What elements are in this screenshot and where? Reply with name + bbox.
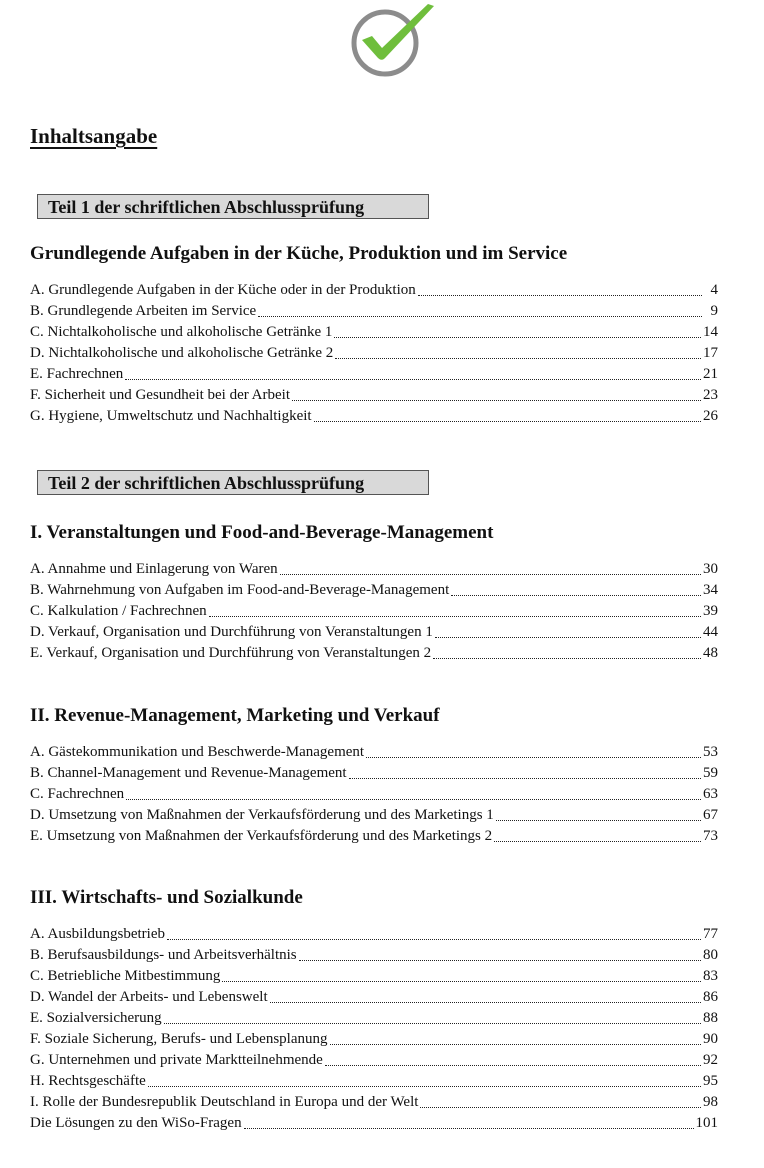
toc-section-3	[30, 922, 718, 1132]
checkmark-circle-icon	[348, 2, 438, 78]
toc-part-1	[30, 278, 718, 425]
toc-entry[interactable]: G. Unternehmen und private Marktteilnehmende 92	[30, 1052, 718, 1068]
toc-entry[interactable]: I. Rolle der Bundesrepublik Deutschland in Europa und der Welt 98	[30, 1094, 718, 1110]
toc-entry[interactable]: E. Sozialversicherung 88	[30, 1010, 718, 1026]
toc-entry[interactable]: E. Fachrechnen 21	[30, 366, 718, 382]
toc-entry[interactable]: A. Ausbildungsbetrieb 77	[30, 926, 718, 942]
toc-entry[interactable]: Die Lösungen zu den WiSo-Fragen 101	[30, 1115, 718, 1131]
toc-entry[interactable]: B. Channel-Management und Revenue-Management 59	[30, 765, 718, 781]
toc-entry[interactable]: H. Rechtsgeschäfte 95	[30, 1073, 718, 1089]
section-heading-2: II. Revenue-Management, Marketing und Verkauf	[30, 705, 440, 726]
part-1-heading: Grundlegende Aufgaben in der Küche, Produktion und im Service	[30, 243, 568, 264]
toc-entry[interactable]: B. Grundlegende Arbeiten im Service 9	[30, 303, 718, 319]
toc-entry[interactable]: A. Grundlegende Aufgaben in der Küche oder in der Produktion 4	[30, 282, 718, 298]
toc-entry[interactable]: C. Nichtalkoholische und alkoholische Getränke 1 14	[30, 324, 718, 340]
logo-ring	[354, 12, 416, 74]
toc-entry[interactable]: A. Gästekommunikation und Beschwerde-Management 53	[30, 744, 718, 760]
toc-entry[interactable]: C. Betriebliche Mitbestimmung 83	[30, 968, 718, 984]
toc-entry[interactable]: D. Wandel der Arbeits- und Lebenswelt 86	[30, 989, 718, 1005]
toc-entry[interactable]: D. Verkauf, Organisation und Durchführung von Veranstaltungen 1 44	[30, 624, 718, 640]
part-1-box: Teil 1 der schriftlichen Abschlussprüfung	[37, 194, 429, 219]
toc-entry[interactable]: B. Berufsausbildungs- und Arbeitsverhältnis 80	[30, 947, 718, 963]
toc-entry[interactable]: E. Verkauf, Organisation und Durchführung von Veranstaltungen 2 48	[30, 645, 718, 661]
toc-entry[interactable]: G. Hygiene, Umweltschutz und Nachhaltigkeit 26	[30, 408, 718, 424]
toc-entry[interactable]: C. Kalkulation / Fachrechnen 39	[30, 603, 718, 619]
toc-section-1	[30, 557, 718, 662]
toc-entry[interactable]: C. Fachrechnen 63	[30, 786, 718, 802]
toc-entry[interactable]: A. Annahme und Einlagerung von Waren 30	[30, 561, 718, 577]
section-heading-3: III. Wirtschafts- und Sozialkunde	[30, 887, 303, 908]
toc-entry[interactable]: D. Nichtalkoholische und alkoholische Getränke 2 17	[30, 345, 718, 361]
section-heading-1: I. Veranstaltungen und Food-and-Beverage-Management	[30, 522, 494, 543]
toc-entry[interactable]: B. Wahrnehmung von Aufgaben im Food-and-Beverage-Management 34	[30, 582, 718, 598]
page-title: Inhaltsangabe	[30, 124, 158, 148]
toc-entry[interactable]: E. Umsetzung von Maßnahmen der Verkaufsförderung und des Marketings 2 73	[30, 828, 718, 844]
toc-entry[interactable]: F. Soziale Sicherung, Berufs- und Lebensplanung 90	[30, 1031, 718, 1047]
toc-entry[interactable]: D. Umsetzung von Maßnahmen der Verkaufsförderung und des Marketings 1 67	[30, 807, 718, 823]
toc-entry[interactable]: F. Sicherheit und Gesundheit bei der Arbeit 23	[30, 387, 718, 403]
toc-section-2	[30, 740, 718, 845]
part-2-box: Teil 2 der schriftlichen Abschlussprüfung	[37, 470, 429, 495]
